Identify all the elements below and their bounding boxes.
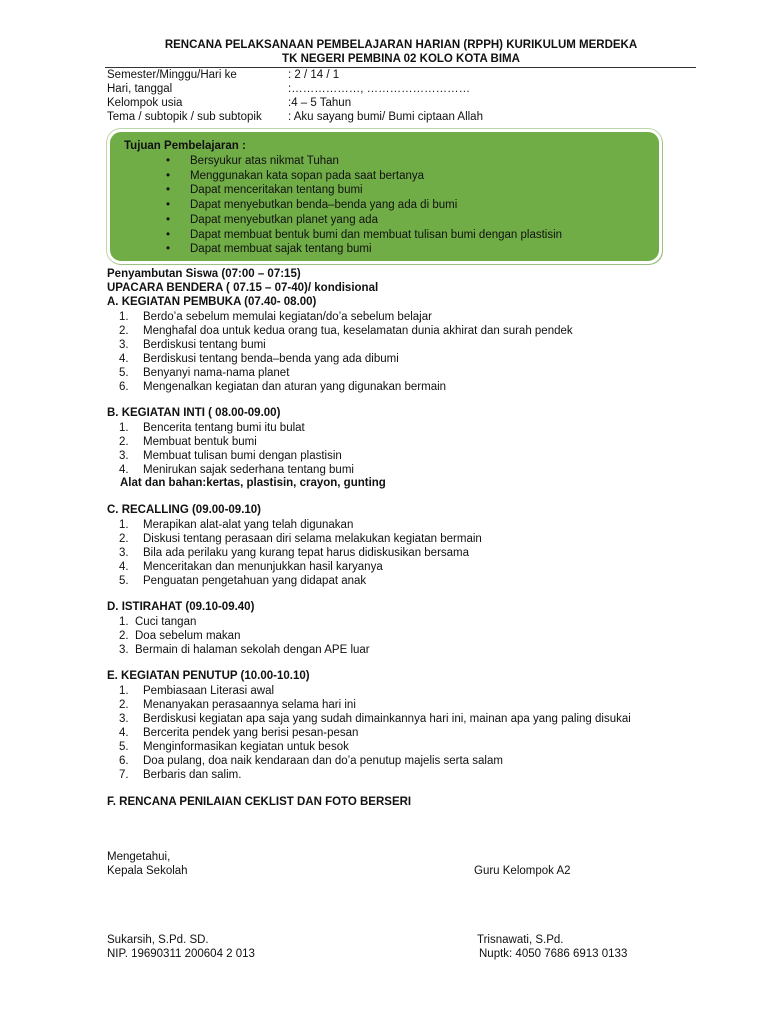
- list-item: 1. Bencerita tentang bumi itu bulat: [119, 422, 305, 434]
- objective-item: • Dapat membuat sajak tentang bumi: [166, 243, 372, 256]
- bullet-icon: •: [166, 228, 171, 241]
- list-item: 5. Menginformasikan kegiatan untuk besok: [119, 741, 349, 753]
- list-item: 2. Doa sebelum makan: [119, 630, 241, 642]
- bullet-icon: •: [166, 155, 171, 167]
- objective-item: • Dapat menceritakan tentang bumi: [166, 184, 363, 197]
- section-e-list: [119, 684, 631, 782]
- list-item: 2. Diskusi tentang perasaan diri selama melakukan kegiatan bermain: [119, 533, 482, 545]
- learning-objectives-panel: [107, 129, 662, 264]
- section-a-list: [119, 310, 573, 394]
- meta-label: Kelompok usia: [107, 97, 183, 109]
- acknowledged-label: Mengetahui,: [107, 851, 171, 863]
- welcome-heading: Penyambutan Siswa (07:00 – 07:15): [107, 268, 301, 280]
- teacher-role: Guru Kelompok A2: [474, 865, 571, 877]
- bullet-icon: •: [166, 243, 171, 256]
- list-item: 3. Berdiskusi kegiatan apa saja yang sudah dimainkannya hari ini, mainan apa yang paling disukai: [119, 713, 631, 725]
- list-item: 1. Pembiasaan Literasi awal: [119, 685, 275, 697]
- bullet-icon: •: [166, 184, 171, 197]
- materials-line: Alat dan bahan:kertas, plastisin, crayon, gunting: [120, 477, 386, 489]
- principal-id: NIP. 19690311 200604 2 013: [107, 948, 255, 960]
- list-item: 7. Berbaris dan salim.: [119, 769, 242, 781]
- list-item: 2. Membuat bentuk bumi: [119, 436, 257, 448]
- list-item: 1. Berdo’a sebelum memulai kegiatan/do’a sebelum belajar: [119, 311, 432, 323]
- objective-item: • Menggunakan kata sopan pada saat bertanya: [166, 169, 425, 182]
- meta-value: : 2 / 14 / 1: [288, 69, 340, 81]
- meta-value: :………………, ………………………: [288, 83, 471, 95]
- meta-value: : Aku sayang bumi/ Bumi ciptaan Allah: [288, 111, 483, 123]
- bullet-icon: •: [166, 199, 171, 212]
- teacher-id: Nuptk: 4050 7686 6913 0133: [479, 948, 628, 960]
- principal-role: Kepala Sekolah: [107, 865, 188, 877]
- list-item: 3. Berdiskusi tentang bumi: [119, 339, 266, 351]
- list-item: 5. Penguatan pengetahuan yang didapat anak: [119, 575, 367, 587]
- objectives-heading: Tujuan Pembelajaran :: [124, 140, 246, 152]
- list-item: 4. Menceritakan dan menunjukkan hasil karyanya: [119, 561, 383, 573]
- list-item: 2. Menghafal doa untuk kedua orang tua, keselamatan dunia akhirat dan surah pendek: [119, 325, 573, 337]
- list-item: 6. Doa pulang, doa naik kendaraan dan do’a penutup majelis serta salam: [119, 755, 503, 767]
- section-f-heading: F. RENCANA PENILAIAN CEKLIST DAN FOTO BERSERI: [107, 796, 412, 808]
- objective-item: • Bersyukur atas nikmat Tuhan: [166, 155, 339, 167]
- list-item: 4. Bercerita pendek yang berisi pesan-pesan: [119, 727, 359, 739]
- meta-label: Semester/Minggu/Hari ke: [107, 69, 237, 81]
- bullet-icon: •: [166, 169, 171, 182]
- meta-label: Tema / subtopik / sub subtopik: [107, 111, 262, 123]
- school-name: TK NEGERI PEMBINA 02 KOLO KOTA BIMA: [282, 53, 520, 65]
- list-item: 3. Bila ada perilaku yang kurang tepat harus didiskusikan bersama: [119, 547, 470, 559]
- section-d-list: [119, 615, 370, 657]
- principal-name: Sukarsih, S.Pd. SD.: [107, 934, 209, 946]
- objective-item: • Dapat menyebutkan planet yang ada: [166, 213, 378, 226]
- meta-label: Hari, tanggal: [107, 83, 173, 95]
- objective-item: • Dapat menyebutkan benda–benda yang ada di bumi: [166, 199, 458, 212]
- objective-item: • Dapat membuat bentuk bumi dan membuat tulisan bumi dengan plastisin: [166, 228, 563, 241]
- bullet-icon: •: [166, 213, 171, 226]
- ceremony-heading: UPACARA BENDERA ( 07.15 – 07-40)/ kondisional: [107, 282, 379, 294]
- section-c-heading: C. RECALLING (09.00-09.10): [107, 504, 262, 516]
- section-a-heading: A. KEGIATAN PEMBUKA (07.40- 08.00): [107, 296, 317, 308]
- section-d-heading: D. ISTIRAHAT (09.10-09.40): [107, 601, 255, 613]
- section-b-heading: B. KEGIATAN INTI ( 08.00-09.00): [107, 407, 281, 419]
- section-c-list: [119, 518, 482, 588]
- list-item: 1. Merapikan alat-alat yang telah digunakan: [119, 519, 354, 531]
- list-item: 1. Cuci tangan: [119, 616, 197, 628]
- section-b-list: [119, 421, 354, 477]
- list-item: 4. Menirukan sajak sederhana tentang bumi: [119, 464, 354, 476]
- document-title: RENCANA PELAKSANAAN PEMBELAJARAN HARIAN (RPPH) KURIKULUM MERDEKA: [164, 39, 638, 51]
- list-item: 6. Mengenalkan kegiatan dan aturan yang digunakan bermain: [119, 381, 447, 393]
- objectives-list: [166, 154, 562, 257]
- list-item: 3. Bermain di halaman sekolah dengan APE luar: [119, 644, 370, 656]
- teacher-name: Trisnawati, S.Pd.: [477, 934, 564, 946]
- list-item: 3. Membuat tulisan bumi dengan plastisin: [119, 450, 342, 462]
- list-item: 4. Berdiskusi tentang benda–benda yang ada dibumi: [119, 353, 399, 365]
- list-item: 5. Benyanyi nama-nama planet: [119, 367, 290, 379]
- meta-value: :4 – 5 Tahun: [288, 97, 352, 109]
- list-item: 2. Menanyakan perasaannya selama hari ini: [119, 699, 356, 711]
- section-e-heading: E. KEGIATAN PENUTUP (10.00-10.10): [107, 670, 310, 682]
